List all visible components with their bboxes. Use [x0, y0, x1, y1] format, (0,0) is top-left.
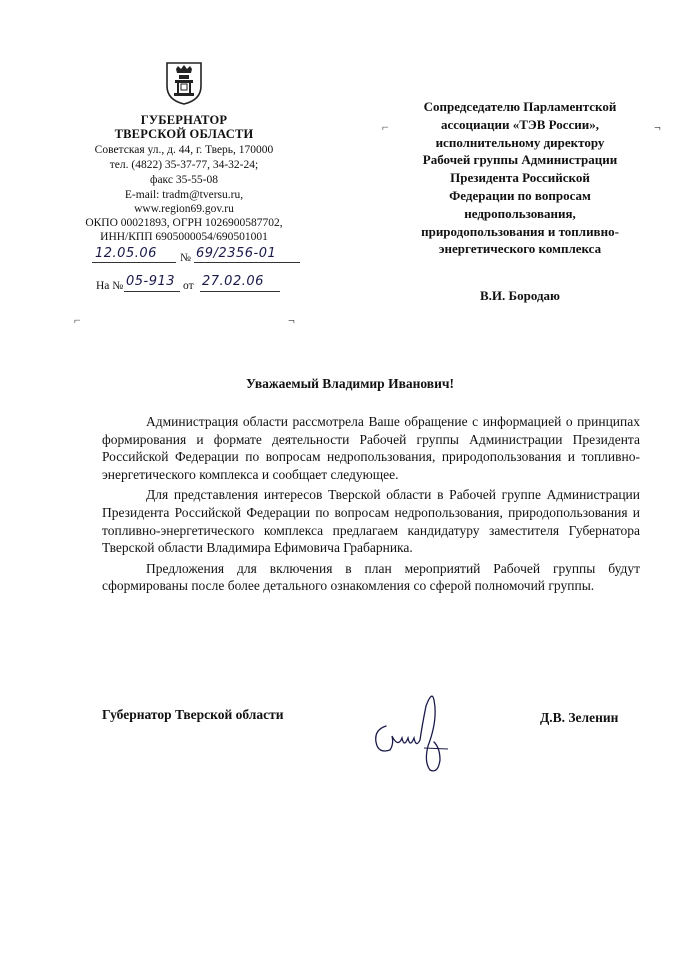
- tver-coat-of-arms-icon: [164, 60, 204, 106]
- addressee-block: [380, 98, 660, 258]
- addressee-line: природопользования и топливно-: [421, 223, 619, 239]
- addressee-line: Президента Российской: [450, 170, 590, 186]
- greeting: Уважаемый Владимир Иванович!: [246, 376, 454, 391]
- signatory-name: Д.В. Зеленин: [540, 710, 619, 725]
- addressee-line: Сопредседателю Парламентской: [423, 99, 617, 114]
- addressee-name: В.И. Бородаю: [480, 288, 560, 303]
- body-paragraph: Администрация области рассмотрела Ваше обращение с информацией о принципах формирования и формате деятельности Рабочей группы Администрации Президента Российской Федерации по вопросам недропользования, природопользования и топливно-энергетического комплекса и сообщает следующее.: [102, 414, 640, 482]
- reference-number-line: [124, 291, 180, 292]
- addressee-line: Федерации по вопросам: [449, 187, 591, 203]
- corner-mark-right: ¬: [288, 313, 295, 327]
- outgoing-number-line: [194, 262, 300, 263]
- letterhead-address: Советская ул., д. 44, г. Тверь, 170000: [94, 144, 274, 156]
- handwritten-signature-icon: [368, 686, 458, 786]
- outgoing-date: 12.05.06: [95, 246, 157, 261]
- addressee-line: Рабочей группы Администрации: [422, 152, 618, 168]
- letterhead-fax: факс 35-55-08: [150, 174, 218, 186]
- addressee-line: энергетического комплекса: [438, 241, 602, 257]
- reference-from-label: от: [183, 280, 194, 292]
- outgoing-number-label: №: [180, 252, 191, 264]
- letterhead-website: www.region69.gov.ru: [134, 203, 234, 215]
- letterhead-phone: тел. (4822) 35-37-77, 34-32-24;: [109, 159, 259, 171]
- body-paragraph: Предложения для включения в план мероприятий Рабочей группы будут сформированы после более детального ознакомления со сферой полномочий группы.: [102, 560, 640, 594]
- addressee-line: исполнительному директору: [435, 134, 605, 150]
- signatory-position: Губернатор Тверской области: [102, 707, 284, 722]
- outgoing-number: 69/2356-01: [196, 246, 277, 261]
- letterhead-inn: ИНН/КПП 6905000054/690501001: [100, 231, 268, 243]
- addressee-line: недропользования,: [464, 205, 576, 221]
- reference-date: 27.02.06: [202, 274, 264, 289]
- addressee-line: ассоциации «ТЭВ России»,: [440, 116, 600, 132]
- reference-prefix: На №: [96, 280, 124, 292]
- corner-mark-left: ⌐: [74, 313, 81, 327]
- addr-corner-right: ¬: [654, 120, 661, 134]
- outgoing-date-line: [92, 262, 176, 263]
- body-paragraph: Для представления интересов Тверской области в Рабочей группе Администрации Президента Российской Федерации по вопросам недропользования, природопользования и топливно-энергетического комплекса предлагаем кандидатуру заместителя Губернатора Тверской области Владимира Ефимовича Грабарника.: [102, 487, 640, 556]
- letterhead-email: E-mail: tradm@tversu.ru,: [124, 189, 244, 201]
- letterhead-title: ГУБЕРНАТОР: [140, 113, 228, 127]
- reference-date-line: [200, 291, 280, 292]
- addr-corner-left: ⌐: [382, 120, 389, 134]
- letterhead-subtitle: ТВЕРСКОЙ ОБЛАСТИ: [114, 127, 254, 141]
- letterhead-okpo: ОКПО 00021893, ОГРН 1026900587702,: [85, 217, 283, 229]
- reference-number: 05-913: [126, 274, 176, 289]
- letter-body: [102, 413, 640, 598]
